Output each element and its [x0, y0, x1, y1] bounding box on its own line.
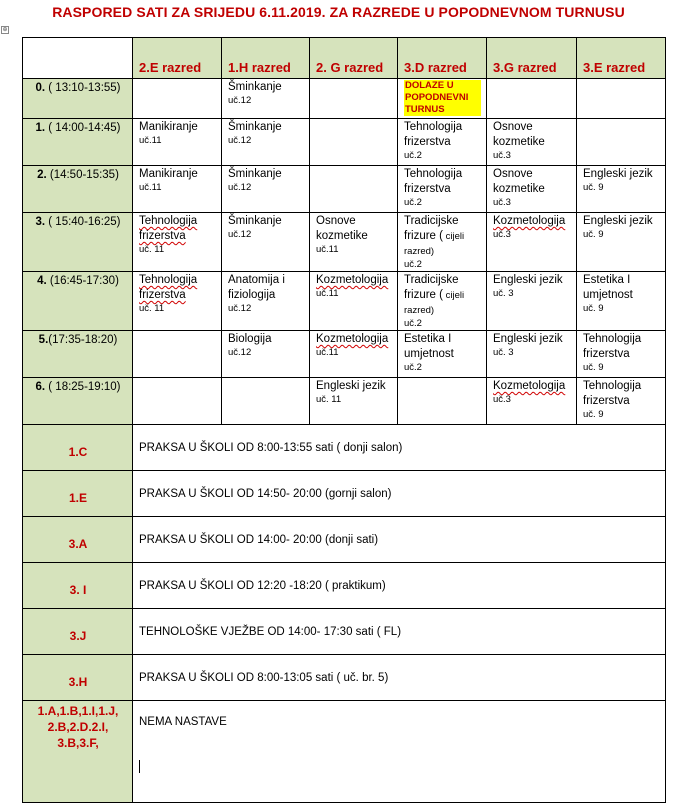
schedule-cell[interactable]: [487, 166, 577, 213]
schedule-cell[interactable]: [133, 272, 222, 331]
schedule-cell[interactable]: [398, 378, 487, 425]
subject-text: Engleski jezik: [583, 215, 653, 227]
subject-text: Tehnologija frizerstva: [404, 121, 463, 148]
subject-name: [493, 120, 571, 150]
subject-text: Šminkanje: [228, 215, 282, 227]
subject-text: Biologija: [228, 333, 272, 345]
schedule-cell[interactable]: [577, 378, 666, 425]
schedule-cell[interactable]: [577, 119, 666, 166]
subject-name: [404, 214, 481, 259]
room-number: uč.2: [404, 318, 422, 329]
room-number: uč.2: [404, 362, 422, 373]
room-number: uč.11: [139, 135, 162, 146]
room-number: uč. 11: [139, 244, 165, 255]
slot-label: [23, 79, 133, 119]
subject-text: Tehnologija frizerstva: [583, 380, 642, 407]
schedule-cell[interactable]: [310, 331, 398, 378]
schedule-cell[interactable]: [222, 166, 310, 213]
schedule-cell[interactable]: [487, 331, 577, 378]
schedule-cell[interactable]: [133, 119, 222, 166]
slot-time: ( 18:25-19:10): [45, 381, 121, 393]
slot-label: [23, 378, 133, 425]
subject-name: [228, 167, 304, 182]
room-number: uč. 11: [316, 394, 342, 405]
schedule-row: [23, 119, 666, 166]
subject-text: Kozmetologija: [316, 333, 389, 345]
group-note[interactable]: [133, 701, 666, 803]
schedule-cell[interactable]: [133, 331, 222, 378]
group-note[interactable]: PRAKSA U ŠKOLI OD 12:20 -18:20 ( praktikum): [133, 563, 666, 609]
schedule-cell[interactable]: [222, 272, 310, 331]
header-row: [23, 38, 666, 79]
subject-name: [493, 273, 571, 288]
subject-name: [583, 273, 660, 303]
schedule-cell[interactable]: [577, 272, 666, 331]
schedule-cell[interactable]: [133, 213, 222, 272]
subject-text: Osnove kozmetike: [316, 215, 368, 242]
room-number: uč. 9: [583, 303, 604, 314]
room-number: uč.2: [404, 197, 422, 208]
subject-name: [404, 332, 481, 362]
group-name: 3.A: [23, 517, 133, 563]
column-header: 1.H razred: [222, 38, 310, 79]
schedule-cell[interactable]: [222, 331, 310, 378]
schedule-cell[interactable]: [487, 79, 577, 119]
group-note[interactable]: TEHNOLOŠKE VJEŽBE OD 14:00- 17:30 sati ( FL): [133, 609, 666, 655]
subject-name: [228, 80, 304, 95]
group-note-text: NEMA NASTAVE: [139, 716, 227, 728]
room-number: uč.12: [228, 95, 252, 106]
slot-number: 3.: [35, 216, 46, 228]
subject-name: [316, 214, 392, 244]
subject-name: [316, 379, 392, 394]
schedule-cell[interactable]: [398, 213, 487, 272]
room-number: uč. 11: [139, 303, 165, 314]
subject-name: [228, 214, 304, 229]
column-header: 3.D razred: [398, 38, 487, 79]
slot-label: [23, 213, 133, 272]
subject-name: [316, 332, 392, 347]
schedule-cell[interactable]: [577, 213, 666, 272]
schedule-cell[interactable]: [310, 166, 398, 213]
subject-text: Osnove kozmetike: [493, 168, 545, 195]
subject-name: [404, 120, 481, 150]
schedule-table: [22, 37, 666, 803]
schedule-cell[interactable]: [222, 119, 310, 166]
subject-text: Kozmetologija: [316, 274, 389, 286]
group-note[interactable]: PRAKSA U ŠKOLI OD 8:00-13:05 sati ( uč. br. 5): [133, 655, 666, 701]
room-number: uč. 9: [583, 362, 604, 373]
table-move-handle-icon[interactable]: ⊕: [2, 27, 8, 33]
subject-text: Tehnologija frizerstva: [139, 274, 198, 301]
notice-highlight: DOLAZE U POPODNEVNI TURNUS: [404, 80, 481, 116]
group-name: 3. I: [23, 563, 133, 609]
subject-text: Engleski jezik: [493, 274, 563, 286]
group-row-no-classes: [23, 701, 666, 803]
corner-cell: [23, 38, 133, 79]
subject-name: [228, 332, 304, 347]
room-number: uč. 9: [583, 409, 604, 420]
page-title: RASPORED SATI ZA SRIJEDU 6.11.2019. ZA RAZREDE U POPODNEVNOM TURNUSU: [52, 4, 625, 20]
schedule-cell[interactable]: [398, 119, 487, 166]
subject-text: Šminkanje: [228, 168, 282, 180]
group-name: 3.J: [23, 609, 133, 655]
slot-number: 2.: [37, 169, 47, 181]
schedule-cell[interactable]: [222, 378, 310, 425]
schedule-row: [23, 79, 666, 119]
subject-name: [583, 332, 660, 362]
slot-label: [23, 272, 133, 331]
schedule-cell[interactable]: [577, 79, 666, 119]
schedule-cell[interactable]: [577, 331, 666, 378]
room-number: uč.12: [228, 135, 252, 146]
subject-text: Engleski jezik: [316, 380, 386, 392]
group-row: [23, 609, 666, 655]
subject-text: Kozmetologija: [493, 215, 566, 227]
subject-text: Šminkanje: [228, 121, 282, 133]
subject-text: Osnove kozmetike: [493, 121, 545, 148]
subject-name: [139, 167, 216, 182]
schedule-cell[interactable]: [487, 119, 577, 166]
subject-name: [404, 167, 481, 197]
group-note[interactable]: PRAKSA U ŠKOLI OD 14:50- 20:00 (gornji salon): [133, 471, 666, 517]
schedule-cell[interactable]: [222, 79, 310, 119]
slot-time: (14:50-15:35): [46, 169, 119, 181]
room-number: uč.12: [228, 303, 252, 314]
schedule-row: [23, 213, 666, 272]
room-number: uč.12: [228, 347, 252, 358]
group-name: 1.A,1.B,1.I,1.J, 2.B,2.D.2.I, 3.B,3.F,: [23, 701, 133, 803]
subject-text: Anatomija i fiziologija: [228, 274, 285, 301]
subject-name: [493, 332, 571, 347]
subject-text: Tradicijske frizure (: [404, 274, 459, 301]
slot-number: 5.: [38, 334, 49, 346]
schedule-cell[interactable]: [398, 272, 487, 331]
subject-note: cijeli razred): [404, 290, 465, 316]
schedule-cell[interactable]: [398, 166, 487, 213]
group-row: [23, 471, 666, 517]
subject-text: Tehnologija frizerstva: [404, 168, 463, 195]
subject-name: [583, 167, 660, 182]
schedule-cell[interactable]: [310, 213, 398, 272]
slot-number: 0.: [35, 82, 46, 94]
schedule-cell[interactable]: [133, 378, 222, 425]
subject-text: Tradicijske frizure (: [404, 215, 459, 242]
subject-name: [493, 379, 571, 394]
subject-name: [404, 273, 481, 318]
schedule-row: [23, 378, 666, 425]
subject-name: [493, 167, 571, 197]
room-number: uč.2: [404, 150, 422, 161]
subject-name: [493, 214, 571, 229]
room-number: uč.11: [316, 288, 339, 299]
column-header: 2.E razred: [133, 38, 222, 79]
slot-label: [23, 166, 133, 213]
subject-name: [228, 273, 304, 303]
subject-text: Tehnologija frizerstva: [139, 215, 198, 242]
schedule-row: [23, 272, 666, 331]
subject-name: [316, 273, 392, 288]
subject-name: [139, 273, 216, 303]
schedule-cell[interactable]: [310, 272, 398, 331]
schedule-cell[interactable]: [398, 331, 487, 378]
room-number: uč.11: [316, 244, 339, 255]
room-number: uč.11: [139, 182, 162, 193]
group-note[interactable]: PRAKSA U ŠKOLI OD 8:00-13:55 sati ( donji salon): [133, 425, 666, 471]
schedule-row: [23, 331, 666, 378]
room-number: uč.3: [493, 394, 511, 405]
column-header: 2. G razred: [310, 38, 398, 79]
group-row: [23, 563, 666, 609]
subject-text: Tehnologija frizerstva: [583, 333, 642, 360]
slot-time: ( 13:10-13:55): [45, 82, 121, 94]
room-number: uč. 3: [493, 288, 514, 299]
schedule-cell[interactable]: [487, 378, 577, 425]
schedule-cell[interactable]: [310, 378, 398, 425]
schedule-cell[interactable]: [310, 79, 398, 119]
text-cursor: [139, 760, 140, 773]
schedule-cell[interactable]: [487, 272, 577, 331]
schedule-cell[interactable]: [487, 213, 577, 272]
subject-name: [139, 214, 216, 244]
slot-number: 6.: [35, 381, 46, 393]
room-number: uč.3: [493, 197, 511, 208]
group-note[interactable]: PRAKSA U ŠKOLI OD 14:00- 20:00 (donji sati): [133, 517, 666, 563]
subject-text: Šminkanje: [228, 81, 282, 93]
slot-label: [23, 119, 133, 166]
subject-text: Kozmetologija: [493, 380, 566, 392]
slot-label: [23, 331, 133, 378]
subject-text: Manikiranje: [139, 168, 198, 180]
slot-time: (17:35-18:20): [48, 334, 118, 346]
subject-name: [228, 120, 304, 135]
subject-name: [139, 120, 216, 135]
schedule-cell[interactable]: [577, 166, 666, 213]
schedule-row: [23, 166, 666, 213]
subject-name: [583, 214, 660, 229]
schedule-cell[interactable]: [310, 119, 398, 166]
group-name: 3.H: [23, 655, 133, 701]
subject-text: Engleski jezik: [583, 168, 653, 180]
room-number: uč.11: [316, 347, 339, 358]
schedule-cell[interactable]: [398, 79, 487, 119]
room-number: uč.12: [228, 182, 252, 193]
slot-time: ( 14:00-14:45): [45, 122, 121, 134]
room-number: uč. 9: [583, 229, 604, 240]
schedule-cell[interactable]: [222, 213, 310, 272]
group-name: 1.E: [23, 471, 133, 517]
room-number: uč.3: [493, 150, 511, 161]
column-header: 3.E razred: [577, 38, 666, 79]
group-name: 1.C: [23, 425, 133, 471]
room-number: uč.2: [404, 259, 422, 270]
subject-text: Estetika I umjetnost: [404, 333, 454, 360]
column-header: 3.G razred: [487, 38, 577, 79]
group-row: [23, 425, 666, 471]
slot-time: ( 15:40-16:25): [45, 216, 121, 228]
slot-number: 1.: [35, 122, 46, 134]
subject-text: Engleski jezik: [493, 333, 563, 345]
subject-text: Estetika I umjetnost: [583, 274, 633, 301]
slot-number: 4.: [37, 275, 47, 287]
group-row: [23, 517, 666, 563]
schedule-cell[interactable]: [133, 166, 222, 213]
subject-text: Manikiranje: [139, 121, 198, 133]
room-number: uč. 3: [493, 347, 514, 358]
schedule-cell[interactable]: [133, 79, 222, 119]
room-number: uč.12: [228, 229, 252, 240]
room-number: uč.3: [493, 229, 511, 240]
group-row: [23, 655, 666, 701]
slot-time: (16:45-17:30): [46, 275, 119, 287]
subject-note: cijeli razred): [404, 231, 465, 257]
room-number: uč. 9: [583, 182, 604, 193]
subject-name: [583, 379, 660, 409]
